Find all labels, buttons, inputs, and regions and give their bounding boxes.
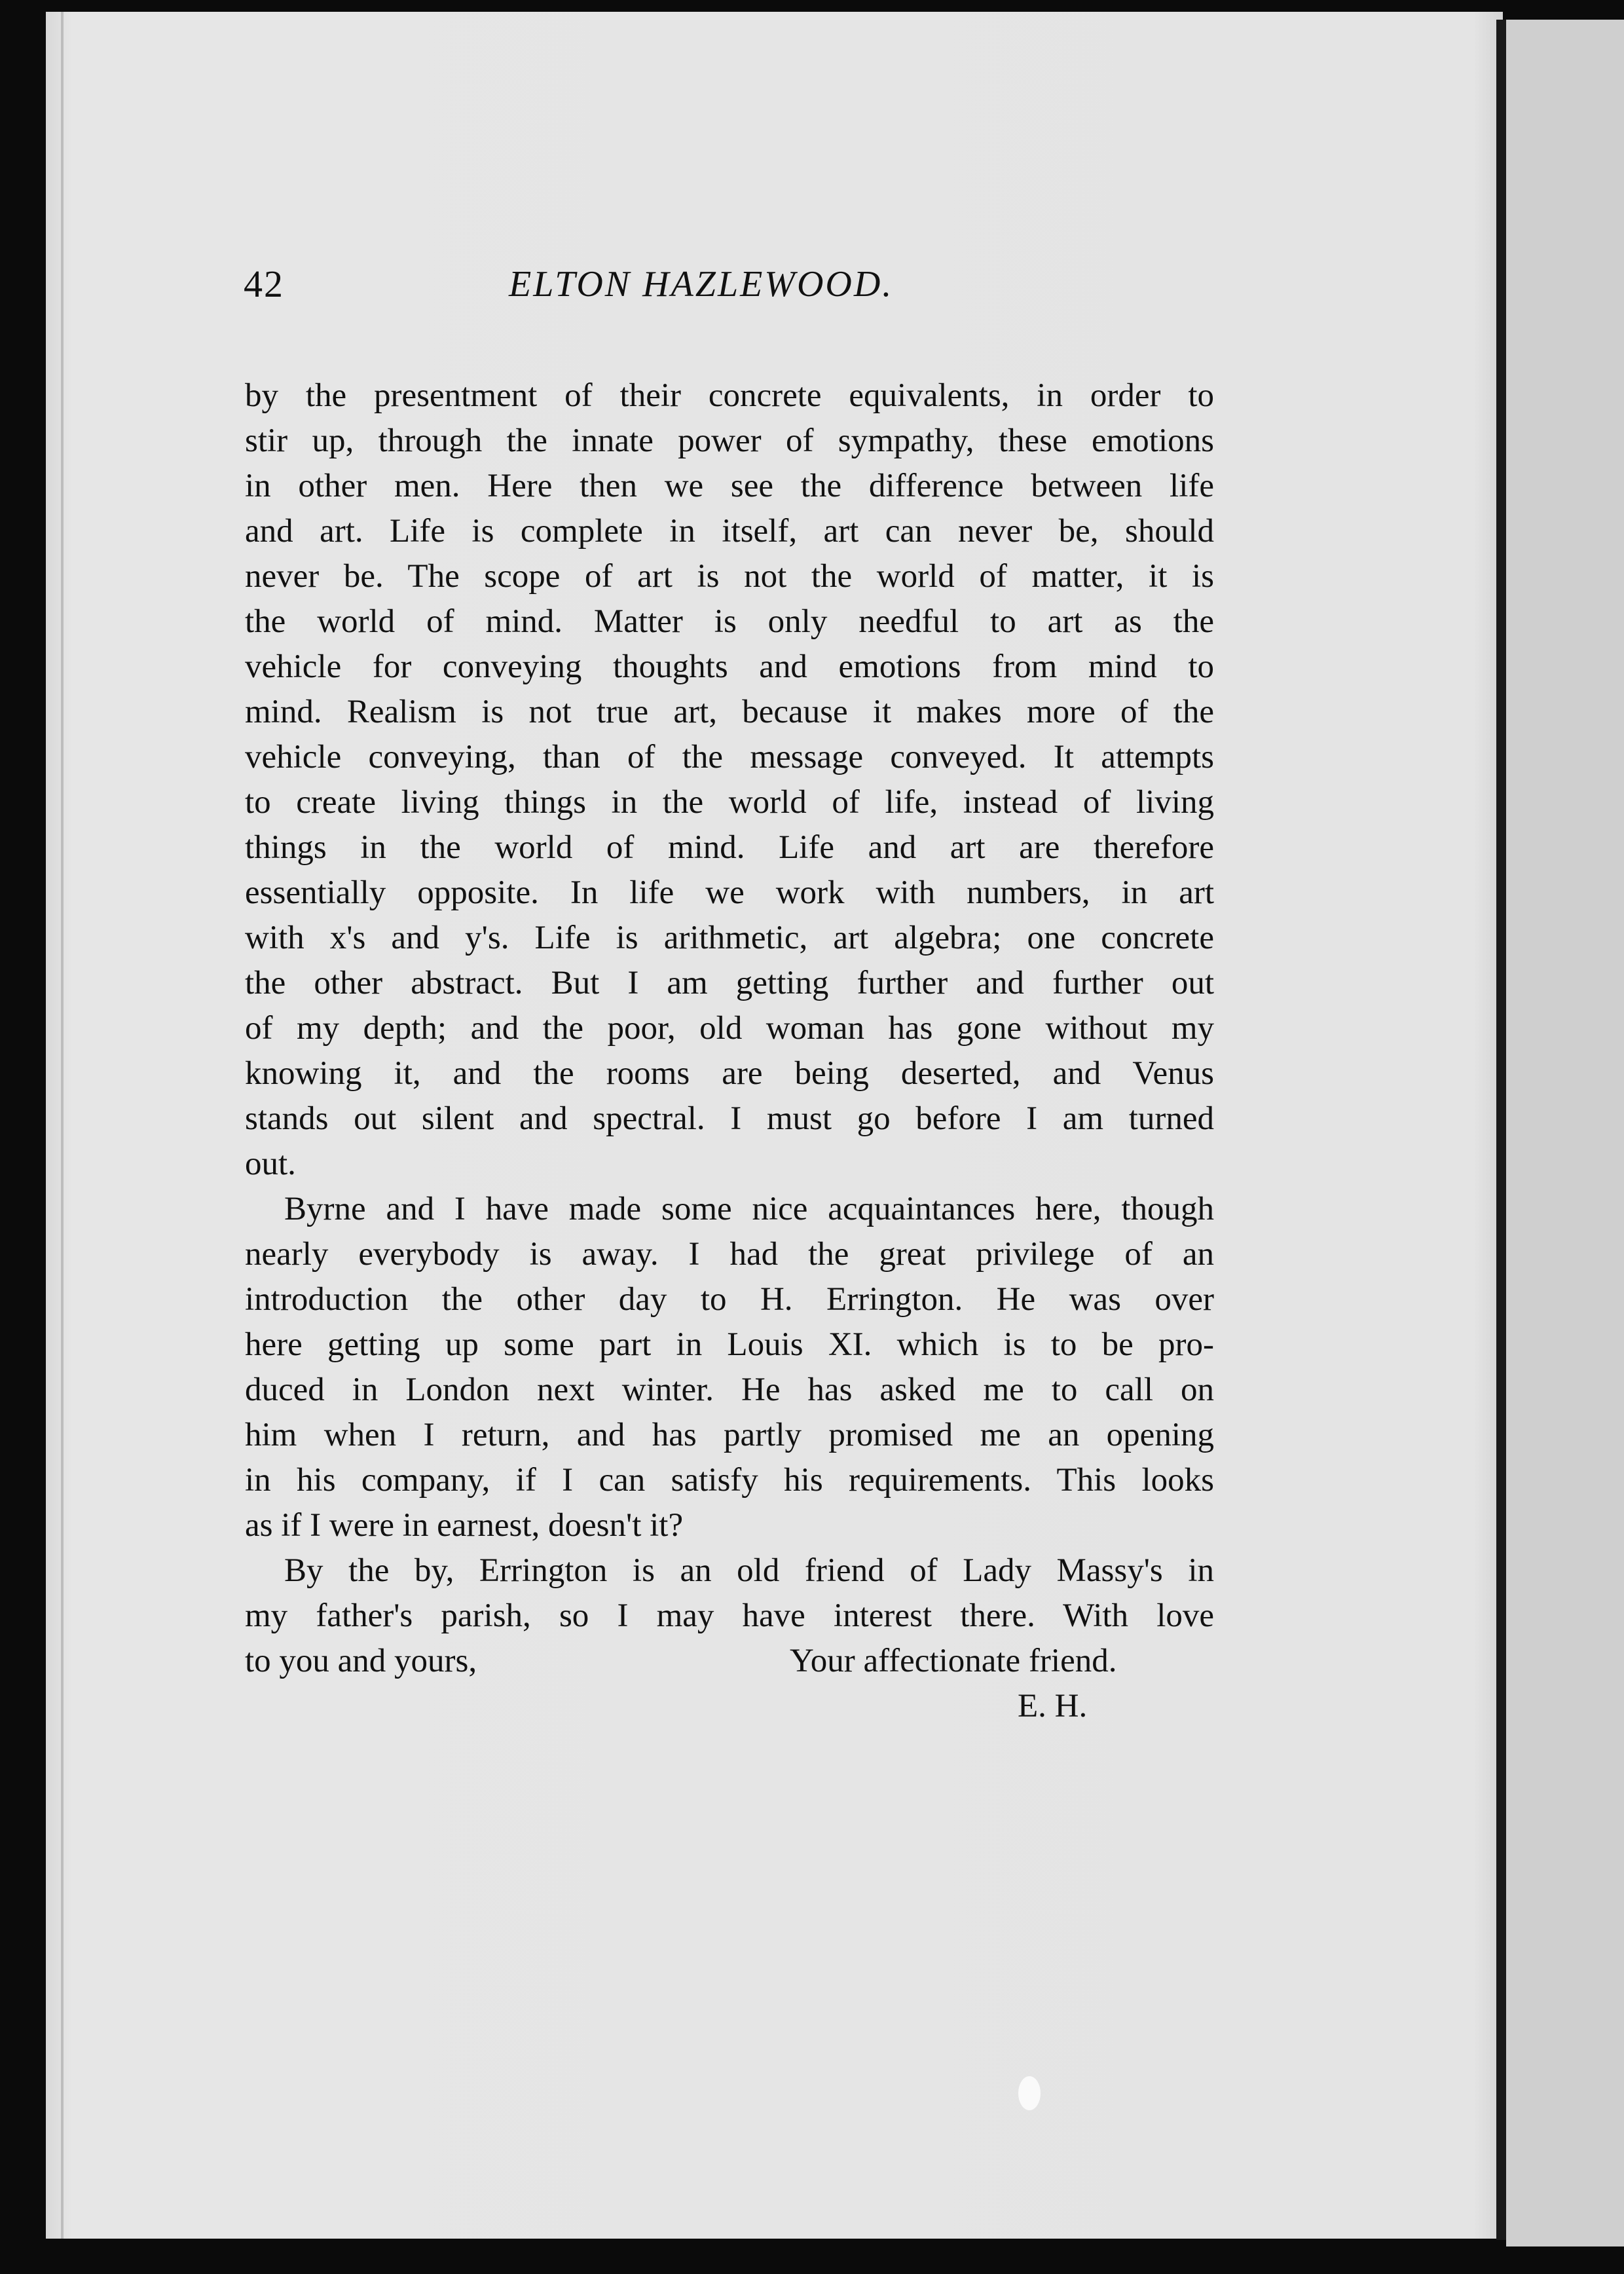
text-line: vehicle for conveying thoughts and emotions from mind to — [245, 648, 1214, 685]
running-head — [244, 262, 1213, 327]
text-line: him when I return, and has partly promised me an opening — [245, 1417, 1214, 1453]
closing-valediction: Your affectionate friend. — [790, 1643, 1117, 1679]
closing-line — [245, 1639, 1214, 1684]
text-line: to create living things in the world of life, instead of living — [245, 784, 1214, 821]
text-line: stands out silent and spectral. I must go before I am turned — [245, 1100, 1214, 1137]
text-line: the other abstract. But I am getting further and further out — [245, 965, 1214, 1001]
text-line: By the by, Errington is an old friend of Lady Massy's in — [284, 1552, 1214, 1589]
book-title: ELTON HAZLEWOOD. — [509, 264, 894, 305]
text-line: my father's parish, so I may have interest there. With love — [245, 1597, 1214, 1634]
scan-speck — [1018, 2076, 1041, 2110]
text-line: things in the world of mind. Life and art are therefore — [245, 829, 1214, 866]
page-number: 42 — [244, 263, 284, 305]
text-line: here getting up some part in Louis XI. which is to be pro- — [245, 1326, 1214, 1363]
paragraph-2 — [245, 1187, 1214, 1548]
text-line: vehicle conveying, than of the message conveyed. It attempts — [245, 739, 1214, 775]
body-text — [245, 373, 1214, 1729]
page-edge-line — [61, 12, 64, 2239]
text-line: of my depth; and the poor, old woman has gone without my — [245, 1010, 1214, 1047]
text-line: knowing it, and the rooms are being deserted, and Venus — [245, 1055, 1214, 1092]
facing-page-edge — [1506, 20, 1624, 2246]
paragraph-3 — [245, 1548, 1214, 1729]
signature-initials: E. H. — [1018, 1688, 1088, 1724]
text-line: in other men. Here then we see the difference between life — [245, 468, 1214, 504]
text-line: never be. The scope of art is not the world of matter, it is — [245, 558, 1214, 595]
text-line: the world of mind. Matter is only needful to art as the — [245, 603, 1214, 640]
text-line: out. — [245, 1146, 296, 1182]
text-line: stir up, through the innate power of sympathy, these emotions — [245, 422, 1214, 459]
text-line: and art. Life is complete in itself, art can never be, should — [245, 513, 1214, 550]
text-line: with x's and y's. Life is arithmetic, art algebra; one concrete — [245, 920, 1214, 956]
closing-salutation: to you and yours, — [245, 1643, 477, 1679]
text-line: essentially opposite. In life we work with numbers, in art — [245, 874, 1214, 911]
text-line: as if I were in earnest, doesn't it? — [245, 1507, 684, 1544]
text-line: introduction the other day to H. Errington. He was over — [245, 1281, 1214, 1318]
book-gutter — [1496, 20, 1507, 2240]
paragraph-1 — [245, 373, 1214, 1187]
text-line: duced in London next winter. He has asked me to call on — [245, 1371, 1214, 1408]
text-line: in his company, if I can satisfy his requirements. This looks — [245, 1462, 1214, 1499]
text-line: mind. Realism is not true art, because it makes more of the — [245, 694, 1214, 730]
text-line: by the presentment of their concrete equivalents, in order to — [245, 377, 1214, 414]
text-line: Byrne and I have made some nice acquaintances here, though — [284, 1191, 1214, 1227]
text-line: nearly everybody is away. I had the great privilege of an — [245, 1236, 1214, 1273]
